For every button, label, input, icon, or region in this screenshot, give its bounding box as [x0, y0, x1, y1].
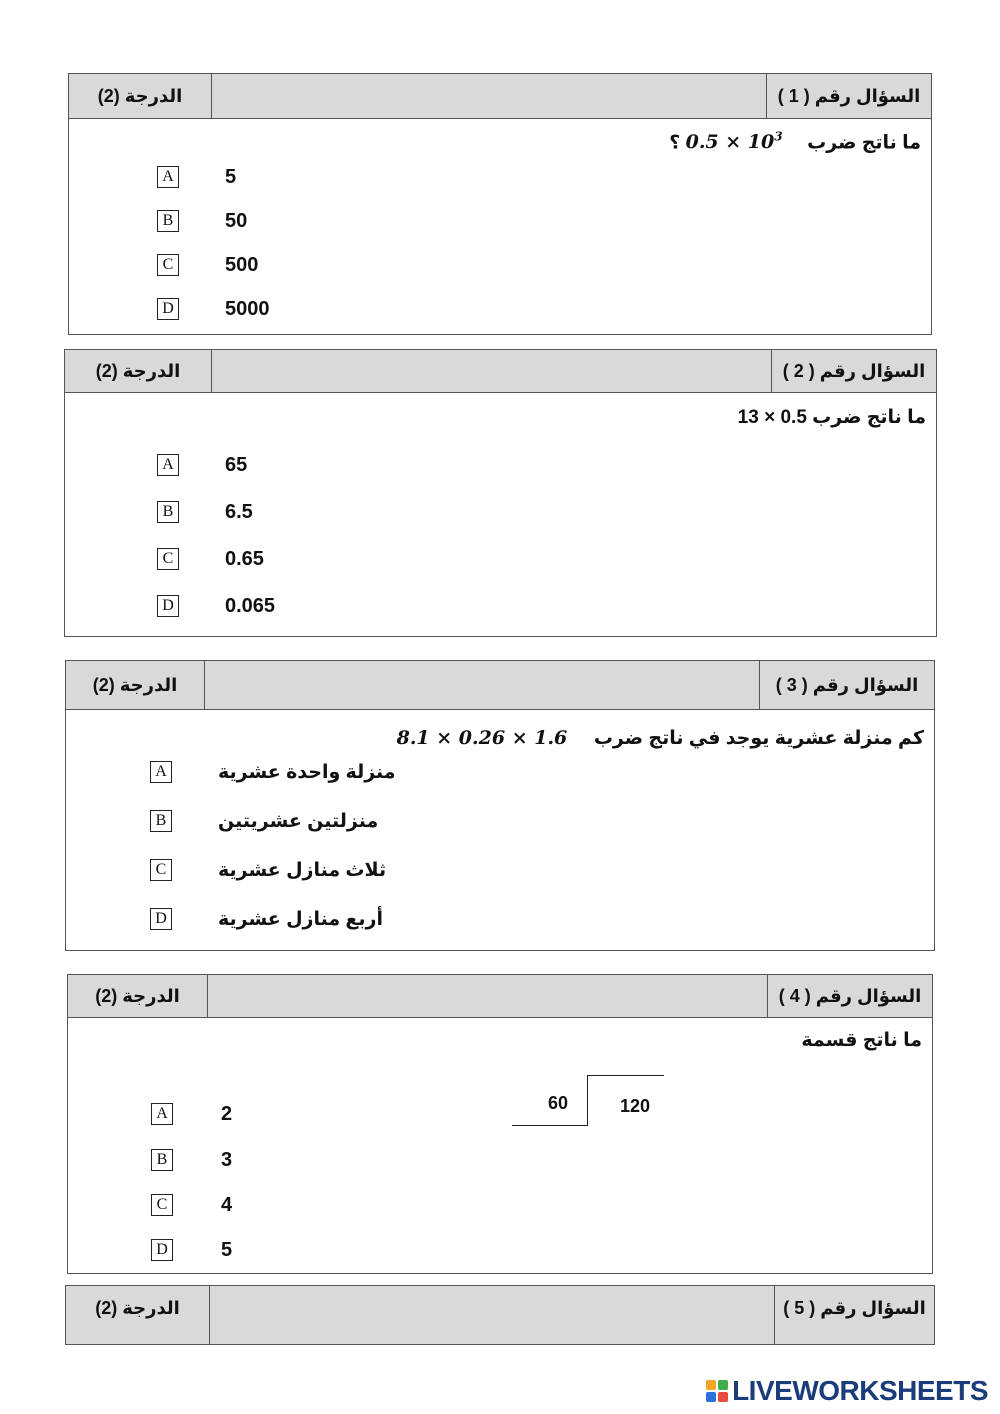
logo-square-2	[718, 1380, 728, 1390]
header-blank-cell	[204, 661, 760, 709]
question-header	[69, 74, 931, 119]
logo-mark-icon	[706, 1380, 728, 1402]
option-text: 500	[225, 254, 259, 276]
option-letter-box[interactable]: D	[151, 1239, 173, 1261]
option-letter-box[interactable]: B	[157, 501, 179, 523]
logo-square-1	[706, 1380, 716, 1390]
liveworksheets-logo	[706, 1376, 988, 1406]
division-bottom-line	[512, 1125, 588, 1126]
prompt-text: ما ناتج ضرب	[807, 132, 921, 154]
option-d[interactable]	[157, 298, 357, 322]
option-d[interactable]	[157, 595, 357, 619]
option-text: منزلتين عشريتين	[218, 811, 379, 832]
option-d[interactable]	[150, 908, 430, 932]
option-letter-box[interactable]: A	[157, 454, 179, 476]
option-a[interactable]	[157, 454, 357, 478]
prompt-math-exponent: 3	[774, 130, 783, 144]
option-letter-box[interactable]: C	[151, 1194, 173, 1216]
question-header	[66, 661, 934, 710]
option-text: 3	[221, 1149, 233, 1171]
option-b[interactable]	[151, 1149, 351, 1173]
option-text: 5	[221, 1239, 233, 1261]
dividend: 120	[620, 1096, 651, 1116]
option-b[interactable]	[150, 810, 430, 834]
option-text: 65	[225, 454, 248, 476]
prompt-suffix: ؟	[669, 132, 681, 154]
option-letter-box[interactable]: D	[150, 908, 172, 930]
option-d[interactable]	[151, 1239, 351, 1263]
option-letter-box[interactable]: A	[150, 761, 172, 783]
question-5	[65, 1285, 935, 1345]
grade-label: الدرجة (2)	[95, 360, 181, 381]
option-letter-box[interactable]: B	[150, 810, 172, 832]
option-letter-box[interactable]: B	[151, 1149, 173, 1171]
grade-label: الدرجة (2)	[92, 674, 178, 695]
prompt-math: 8.1 × 0.26 × 1.6	[396, 727, 568, 749]
divisor: 60	[548, 1093, 569, 1113]
option-b[interactable]	[157, 210, 357, 234]
question-number-label: السؤال رقم ( 2 )	[782, 360, 926, 381]
option-letter-box[interactable]: D	[157, 298, 179, 320]
option-c[interactable]	[157, 254, 357, 278]
header-blank-cell	[207, 975, 768, 1017]
option-text: 4	[221, 1194, 233, 1216]
option-c[interactable]	[150, 859, 430, 883]
option-a[interactable]	[151, 1103, 351, 1127]
prompt-math	[686, 131, 783, 153]
option-letter-box[interactable]: C	[157, 548, 179, 570]
long-division	[512, 1075, 664, 1127]
question-2	[64, 349, 937, 637]
option-text: ثلاث منازل عشرية	[218, 860, 387, 881]
header-blank-cell	[209, 1286, 775, 1344]
option-c[interactable]	[157, 548, 357, 572]
question-header	[66, 1286, 934, 1345]
option-text: أربع منازل عشرية	[218, 909, 383, 930]
option-letter-box[interactable]: A	[157, 166, 179, 188]
question-header	[65, 350, 936, 393]
question-prompt: ما ناتج ضرب 0.5 × 13	[737, 407, 926, 428]
option-text: 6.5	[225, 501, 253, 523]
question-header	[68, 975, 932, 1018]
option-text: 50	[225, 210, 248, 232]
option-text: 2	[221, 1103, 233, 1125]
option-text: 0.65	[225, 548, 264, 570]
option-a[interactable]	[150, 761, 430, 785]
logo-text: LIVEWORKSHEETS	[732, 1375, 988, 1406]
option-c[interactable]	[151, 1194, 351, 1218]
grade-label: الدرجة (2)	[95, 985, 180, 1006]
division-bracket	[587, 1075, 588, 1125]
option-a[interactable]	[157, 166, 357, 190]
question-number-label: السؤال رقم ( 1 )	[777, 85, 921, 106]
logo-square-3	[706, 1392, 716, 1402]
option-text: 5000	[225, 298, 270, 320]
logo-square-4	[718, 1392, 728, 1402]
question-3	[65, 660, 935, 951]
question-number-label: السؤال رقم ( 3 )	[775, 674, 919, 695]
option-letter-box[interactable]: C	[157, 254, 179, 276]
question-number-label: السؤال رقم ( 4 )	[778, 985, 922, 1006]
grade-label: الدرجة (2)	[95, 1298, 180, 1318]
question-4	[67, 974, 933, 1274]
option-letter-box[interactable]: C	[150, 859, 172, 881]
option-letter-box[interactable]: A	[151, 1103, 173, 1125]
option-text: 0.065	[225, 595, 276, 617]
option-text: منزلة واحدة عشرية	[218, 762, 396, 783]
option-text: 5	[225, 166, 237, 188]
header-blank-cell	[211, 350, 772, 392]
prompt-text: كم منزلة عشرية يوجد في ناتج ضرب	[593, 728, 924, 749]
division-top-line	[587, 1075, 664, 1076]
option-b[interactable]	[157, 501, 357, 525]
question-prompt	[397, 727, 924, 750]
option-letter-box[interactable]: D	[157, 595, 179, 617]
prompt-math-base: 0.5 × 10	[685, 131, 775, 154]
option-letter-box[interactable]: B	[157, 210, 179, 232]
question-1	[68, 73, 932, 335]
question-prompt: ما ناتج قسمة	[801, 1030, 922, 1051]
grade-label: الدرجة (2)	[97, 85, 183, 106]
header-blank-cell	[211, 74, 767, 118]
question-prompt	[669, 130, 921, 154]
question-number-label: السؤال رقم ( 5 )	[783, 1298, 926, 1318]
